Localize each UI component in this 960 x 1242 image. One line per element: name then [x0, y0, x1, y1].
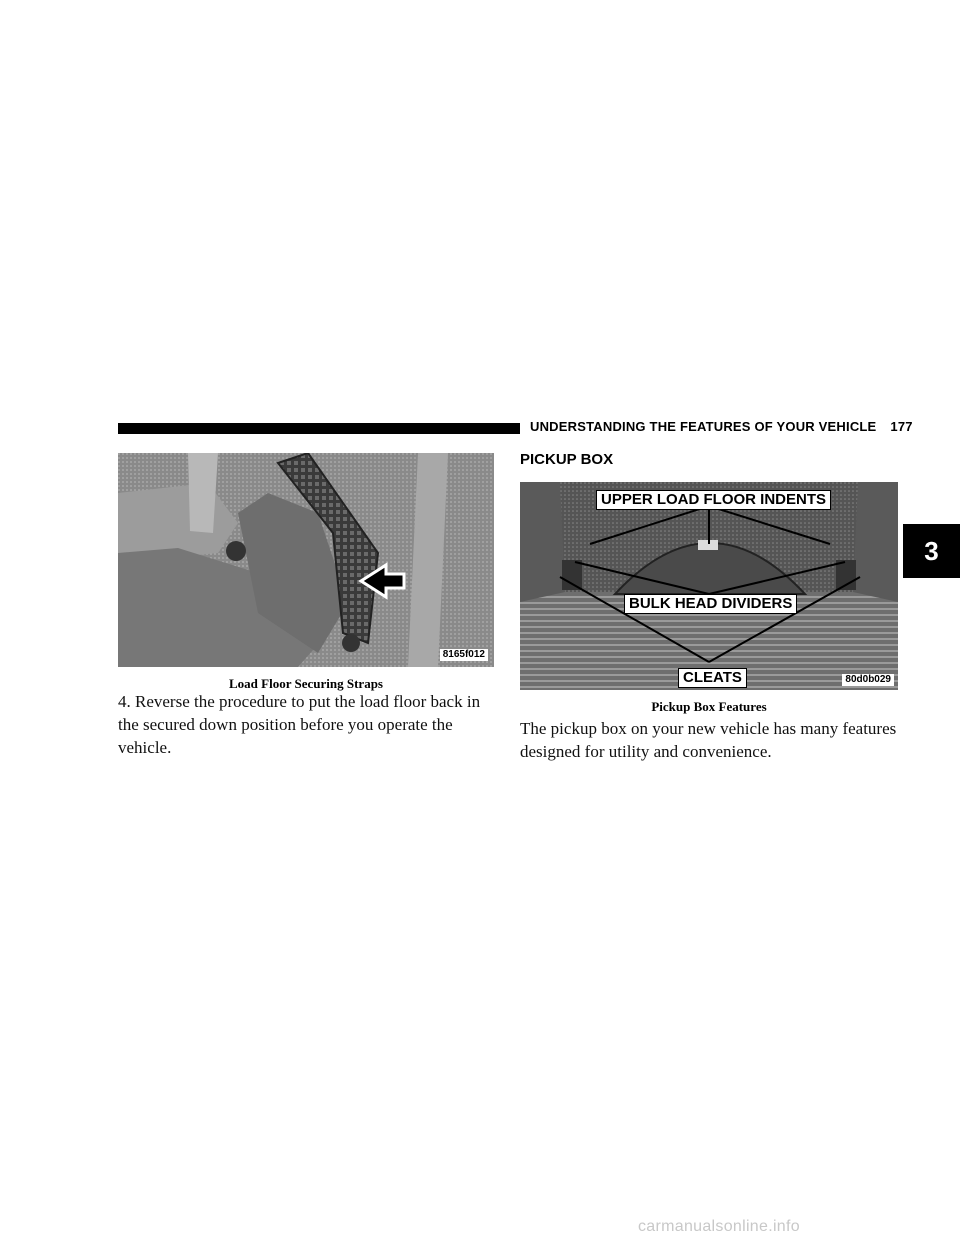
- header-title: UNDERSTANDING THE FEATURES OF YOUR VEHICLE: [530, 419, 877, 434]
- chapter-tab: 3: [903, 524, 960, 578]
- callout-upper-load-floor-indents: UPPER LOAD FLOOR INDENTS: [596, 490, 831, 510]
- running-header: [530, 419, 913, 434]
- figure-code: 8165f012: [440, 649, 488, 661]
- pickup-box-illustration: [520, 482, 898, 690]
- watermark: carmanualsonline.info: [638, 1218, 800, 1235]
- pickup-box-photo: [520, 482, 898, 690]
- load-floor-illustration: [118, 453, 494, 667]
- step-paragraph: 4. Reverse the procedure to put the load floor back in the secured down position before you operate the vehicle.: [118, 692, 481, 757]
- figure-caption: Pickup Box Features: [651, 699, 767, 714]
- intro-paragraph: The pickup box on your new vehicle has many features designed for utility and convenience.: [520, 719, 897, 761]
- header-rule: [118, 423, 520, 434]
- figure-caption: Load Floor Securing Straps: [229, 676, 383, 691]
- callout-cleats: CLEATS: [678, 668, 747, 688]
- page-number: 177: [890, 419, 913, 434]
- callout-bulk-head-dividers: BULK HEAD DIVIDERS: [624, 594, 797, 614]
- load-floor-straps-photo: [118, 453, 494, 667]
- figure-code: 80d0b029: [842, 674, 894, 686]
- section-heading: PICKUP BOX: [520, 451, 614, 468]
